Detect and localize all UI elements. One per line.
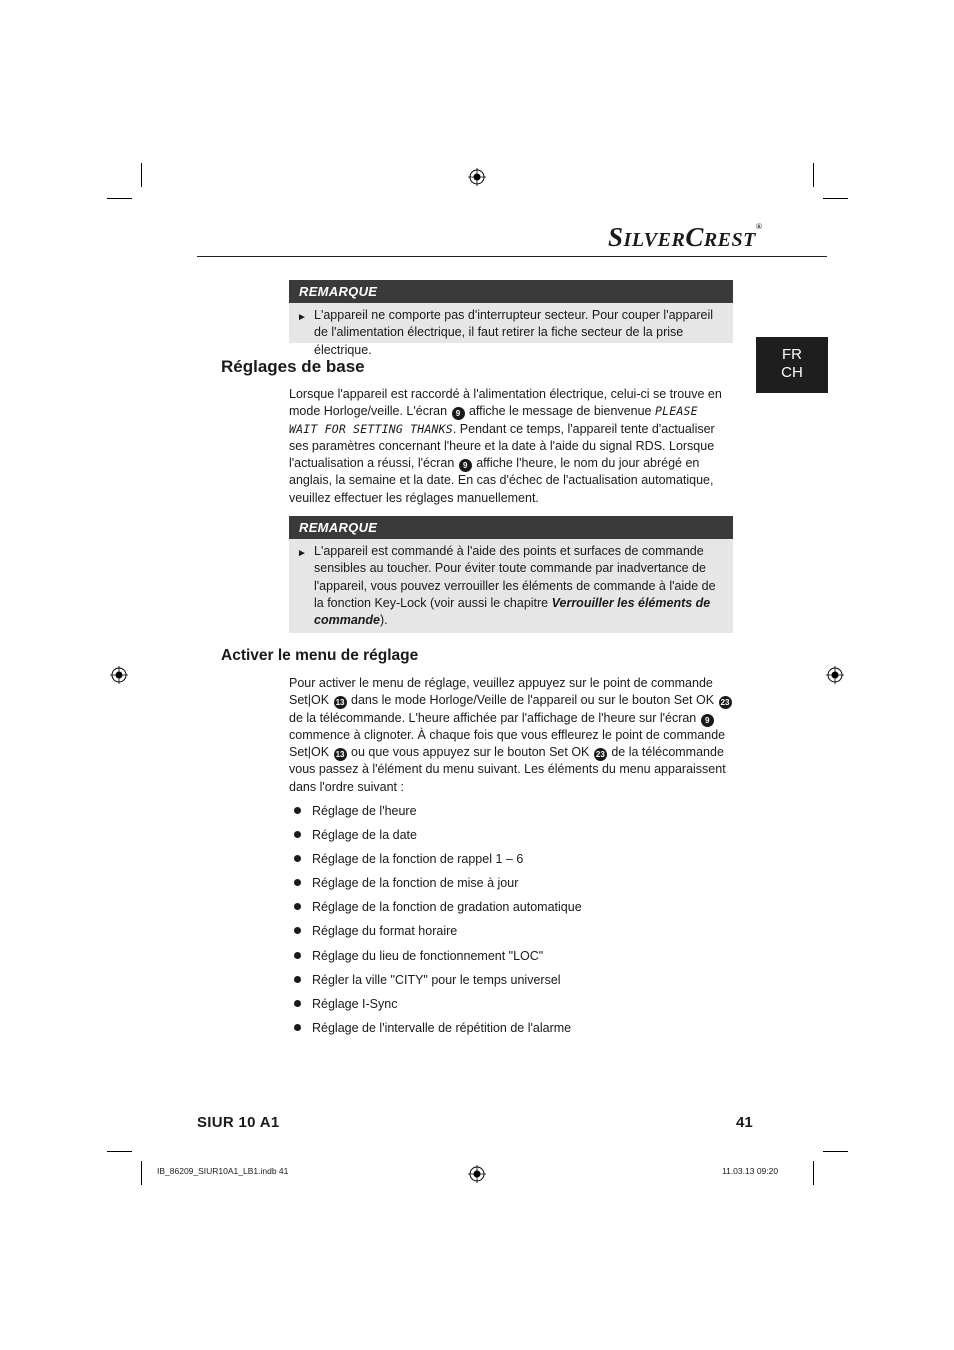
- registration-mark-icon: [468, 1165, 486, 1183]
- list-item: Réglage de la fonction de mise à jour: [293, 873, 582, 897]
- list-item: Réglage de l'intervalle de répétition de l'alarme: [293, 1018, 582, 1042]
- list-item: Réglage du format horaire: [293, 921, 582, 945]
- bullet-icon: [294, 855, 301, 862]
- crop-mark: [823, 1151, 848, 1152]
- reference-number-icon: 9: [459, 459, 472, 472]
- registration-mark-icon: [826, 666, 844, 684]
- list-item: Réglage de la fonction de rappel 1 – 6: [293, 849, 582, 873]
- crop-mark: [823, 198, 848, 199]
- section-heading: Réglages de base: [221, 357, 365, 376]
- reference-number-icon: 9: [452, 407, 465, 420]
- bullet-icon: [294, 1024, 301, 1031]
- bullet-icon: [294, 879, 301, 886]
- arrow-bullet-icon: ►: [297, 548, 307, 559]
- reference-number-icon: 23: [719, 696, 732, 709]
- crop-mark: [107, 198, 132, 199]
- print-slug-date: 11.03.13 09:20: [722, 1166, 779, 1176]
- list-item: Réglage de la date: [293, 825, 582, 849]
- reference-number-icon: 23: [594, 748, 607, 761]
- chapter-reference: Verrouiller les éléments de commande: [314, 595, 711, 628]
- crop-mark: [813, 163, 814, 187]
- paragraph: Lorsque l'appareil est raccordé à l'alimentation électrique, celui-ci se trouve en mode Horloge/veille. L'écran 9 affiche le message de bienvenue PLEASE WAIT FOR SETTING THANKS. Pendant ce temps, l'appareil tente d'actualiser ses paramètres concernant l'heure et la date à l'aide du signal RDS. Lorsque l'actualisation a réussi, l'écran 9 affiche l'heure, le nom du jour abrégé en anglais, la semaine et la date. En cas d'échec de l'actualisation automatique, veuillez effectuer les réglages manuellement.: [289, 387, 722, 505]
- bullet-icon: [294, 807, 301, 814]
- note-box: [289, 516, 733, 633]
- crop-mark: [141, 163, 142, 187]
- bullet-icon: [294, 927, 301, 934]
- bullet-icon: [294, 1000, 301, 1007]
- menu-items-list: [293, 801, 582, 1042]
- note-body: ► L'appareil ne comporte pas d'interrupteur secteur. Pour couper l'appareil de l'alimentation électrique, il faut retirer la fiche secteur de la prise électrique.: [297, 308, 714, 357]
- reference-number-icon: 9: [701, 714, 714, 727]
- crop-mark: [107, 1151, 132, 1152]
- bullet-icon: [294, 952, 301, 959]
- brand-logo: SILVERCREST®: [608, 222, 763, 252]
- paragraph: Pour activer le menu de réglage, veuillez appuyez sur le point de commande Set|OK 13 dans le mode Horloge/Veille de l'appareil ou sur le bouton Set OK 23 de la télécommande. L'heure affichée par l'affichage de l'heure sur l'écran 9 commence à clignoter. À chaque fois que vous effleurez le point de commande Set|OK 13 ou que vous appuyez sur le bouton Set OK 23 de la télécommande vous passez à l'élément du menu suivant. Les éléments du menu apparaissent dans l'ordre suivant :: [289, 675, 733, 796]
- list-item: Réglage de la fonction de gradation automatique: [293, 897, 582, 921]
- list-item: Réglage de l'heure: [293, 801, 582, 825]
- header-rule: [197, 256, 827, 257]
- section-heading: Activer le menu de réglage: [221, 647, 419, 664]
- note-body: ► L'appareil est commandé à l'aide des points et surfaces de commande sensibles au toucher. Pour éviter toute commande par inadvertance de l'appareil, vous pouvez verrouiller les éléments de commande à l'aide de la fonction Key-Lock (voir aussi le chapitre Verrouiller les éléments de commande).: [297, 544, 716, 628]
- footer-model-name: SIUR 10 A1: [197, 1114, 280, 1131]
- bullet-icon: [294, 976, 301, 983]
- language-tab: [756, 337, 828, 393]
- list-item: Régler la ville "CITY" pour le temps universel: [293, 970, 582, 994]
- bullet-icon: [294, 831, 301, 838]
- note-box: [289, 280, 733, 357]
- display-message: PLEASE WAIT FOR SETTING THANKS: [289, 404, 698, 436]
- note-title: REMARQUE: [289, 280, 733, 303]
- note-title: REMARQUE: [289, 516, 733, 539]
- registration-mark-icon: [110, 666, 128, 684]
- bullet-icon: [294, 903, 301, 910]
- arrow-bullet-icon: ►: [297, 312, 307, 323]
- registration-mark-icon: [468, 168, 486, 186]
- language-code-fr: FR: [782, 346, 802, 363]
- language-code-ch: CH: [781, 364, 803, 381]
- page-number: 41: [736, 1114, 753, 1131]
- crop-mark: [141, 1161, 142, 1185]
- list-item: Réglage I-Sync: [293, 994, 582, 1018]
- print-slug-file: IB_86209_SIUR10A1_LB1.indb 41: [157, 1166, 289, 1176]
- crop-mark: [813, 1161, 814, 1185]
- reference-number-icon: 13: [334, 748, 347, 761]
- list-item: Réglage du lieu de fonctionnement "LOC": [293, 946, 582, 970]
- reference-number-icon: 13: [334, 696, 347, 709]
